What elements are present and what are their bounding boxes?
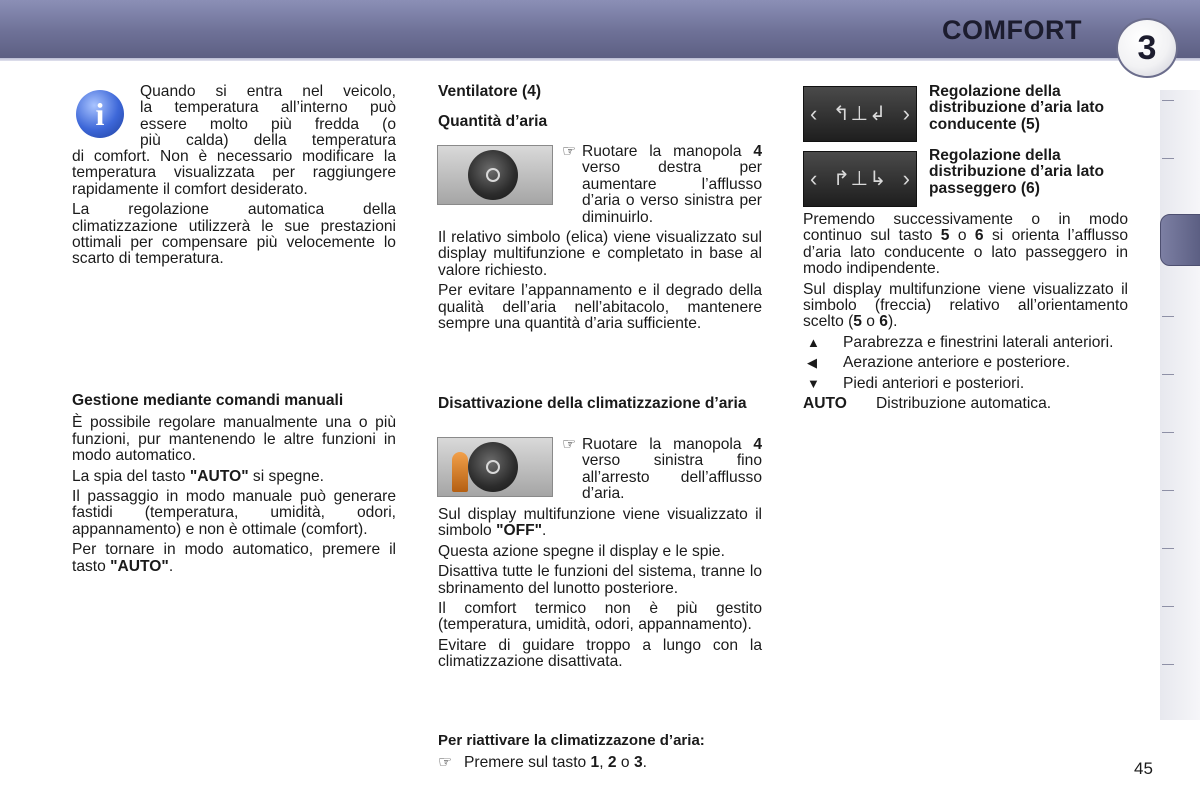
reactivate-section [438, 733, 762, 776]
manual-paragraph-4: Per tornare in modo automatico, premere il tasto "AUTO". [72, 541, 396, 575]
column-middle-bottom [438, 507, 762, 675]
rotate-left-arrow-icon [452, 452, 468, 492]
list-item [803, 355, 1128, 371]
intro-short-lines [140, 84, 396, 150]
air-quantity-title: Quantità d’aria [438, 113, 548, 131]
fan-knob-off-image [437, 437, 553, 497]
manual-paragraph-1: È possibile regolare manualmente una o più funzioni, pur mantenendo le altre funzioni in modo automatico. [72, 414, 396, 465]
fan-icon [486, 168, 500, 182]
fogging-paragraph: Per evitare l’appannamento e il degrado della qualità dell’aria nell’abitacolo, mantenere sempre una quantità d’aria sufficiente. [438, 282, 762, 333]
list-item [803, 335, 1128, 351]
fan-icon [486, 460, 500, 474]
driver-distribution-header [929, 84, 1129, 139]
off-display-paragraph: Sul display multifunzione viene visualizzato il simbolo "OFF". [438, 506, 762, 540]
disable-functions-paragraph: Disattiva tutte le funzioni del sistema, tranne lo sbrinamento del lunotto posteriore. [438, 563, 762, 597]
manual-paragraph-3: Il passaggio in modo manuale può generare fastidi (temperatura, umidità, odori, appannamento) e non è ottimale (comfort). [72, 488, 396, 538]
auto-regulation-paragraph: La regolazione automatica della climatizzazione utilizzerà le sue prestazioni ottimali per compensare più velocemente lo scarto di temperatura. [72, 201, 396, 268]
reactivate-title: Per riattivare la climatizzazone d’aria: [438, 732, 705, 749]
fan-knob-image [437, 145, 553, 205]
column-middle-top [438, 84, 762, 137]
passenger-distribution-header [929, 148, 1129, 203]
intro-line: essere molto più fredda (o [140, 115, 396, 133]
chevron-right-icon: › [902, 100, 910, 126]
list-item-text: Aerazione anteriore e posteriore. [843, 354, 1071, 372]
arrow-down-icon: ▼ [807, 375, 820, 391]
list-item-text: Parabrezza e finestrini laterali anteriori. [843, 333, 1114, 351]
warning-paragraph: Evitare di guidare troppo a lungo con la climatizzazione disattivata. [438, 636, 762, 671]
column-middle-mid [438, 230, 762, 336]
manual-section-title: Gestione mediante comandi manuali [72, 392, 344, 409]
auto-description: Distribuzione automatica. [876, 395, 1052, 413]
page-number: 45 [1134, 759, 1153, 778]
thermal-comfort-paragraph: Il comfort termico non è più gestito (temperatura, umidità, odori, appannamento). [438, 600, 762, 634]
chapter-tab-strip [1160, 90, 1200, 720]
header-divider [0, 58, 1200, 61]
off-section-header [438, 396, 762, 418]
tab-tick [1162, 490, 1174, 491]
list-item [803, 376, 1128, 392]
seat-airflow-icon: ↰⊥↲ [833, 102, 887, 125]
tab-tick [1162, 316, 1174, 317]
intro-line: la temperatura all’interno può [140, 99, 396, 117]
arrow-up-icon: ▲ [807, 334, 820, 350]
chevron-left-icon: ‹ [810, 165, 818, 191]
distribution-paragraph-1: Premendo successivamente o in modo continuo sul tasto 5 o 6 si orienta l’afflusso d’aria lato conducente o lato passeggero in modo indipendente. [803, 211, 1128, 278]
fan-knob [468, 150, 518, 200]
symbol-paragraph: Il relativo simbolo (elica) viene visualizzato sul display multifunzione e completato in base al valore richiesto. [438, 229, 762, 279]
chapter-tab-active[interactable] [1160, 214, 1200, 266]
pointing-hand-icon: ☞ [562, 436, 576, 453]
intro-line: più calda) della temperatura [140, 132, 396, 150]
pointing-hand-icon: ☞ [438, 754, 452, 772]
pointing-hand-icon: ☞ [562, 143, 576, 160]
switch-off-paragraph: Questa azione spegne il display e le spie. [438, 542, 725, 560]
tab-tick [1162, 432, 1174, 433]
passenger-distribution-button-panel[interactable] [803, 151, 917, 207]
tab-tick [1162, 606, 1174, 607]
auto-key: AUTO [803, 395, 847, 413]
column-left-bottom [72, 393, 396, 579]
step-2-text: ☞ Ruotare la manopola 4 verso sinistra fino all’arresto dell’afflusso d’aria. [562, 436, 762, 503]
arrow-left-icon: ◀ [807, 355, 817, 371]
distribution-paragraph-2: Sul display multifunzione viene visualizzato il simbolo (freccia) relativo all’orientamento scelto (5 o 6). [803, 280, 1128, 331]
chevron-left-icon: ‹ [810, 100, 818, 126]
intro-paragraph: di comfort. Non è necessario modificare la temperatura visualizzata per raggiungere rapidamente il comfort desiderato. [72, 148, 396, 198]
column-right-body [803, 212, 1128, 412]
info-icon: i [76, 90, 124, 138]
intro-line: Quando si entra nel veicolo, [140, 83, 396, 100]
auto-list-item [803, 396, 1128, 412]
seat-airflow-icon: ↱⊥↳ [833, 167, 887, 190]
manual-paragraph-2: La spia del tasto "AUTO" si spegne. [72, 467, 325, 485]
fan-section-title: Ventilatore (4) [438, 83, 542, 100]
column-left-top [72, 149, 396, 272]
chapter-number-badge: 3 [1116, 18, 1178, 78]
step-2 [562, 437, 762, 507]
chevron-right-icon: › [902, 165, 910, 191]
tab-tick [1162, 664, 1174, 665]
tab-tick [1162, 374, 1174, 375]
tab-tick [1162, 100, 1174, 101]
step-1 [562, 144, 762, 230]
list-item-text: Piedi anteriori e posteriori. [843, 374, 1025, 392]
passenger-distribution-title: Regolazione della distribuzione d’aria lato passeggero (6) [929, 147, 1105, 197]
driver-distribution-title: Regolazione della distribuzione d’aria lato conducente (5) [929, 83, 1105, 133]
tab-tick [1162, 158, 1174, 159]
chapter-title: COMFORT [942, 15, 1082, 45]
step-1-text: ☞ Ruotare la manopola 4 verso destra per aumentare l’afflusso d’aria o verso sinistra per diminuirlo. [562, 143, 762, 226]
off-section-title: Disattivazione della climatizzazione d’aria [438, 395, 747, 412]
reactivate-step: ☞ Premere sul tasto 1, 2 o 3. [438, 754, 647, 772]
fan-knob [468, 442, 518, 492]
driver-distribution-button-panel[interactable] [803, 86, 917, 142]
tab-tick [1162, 548, 1174, 549]
